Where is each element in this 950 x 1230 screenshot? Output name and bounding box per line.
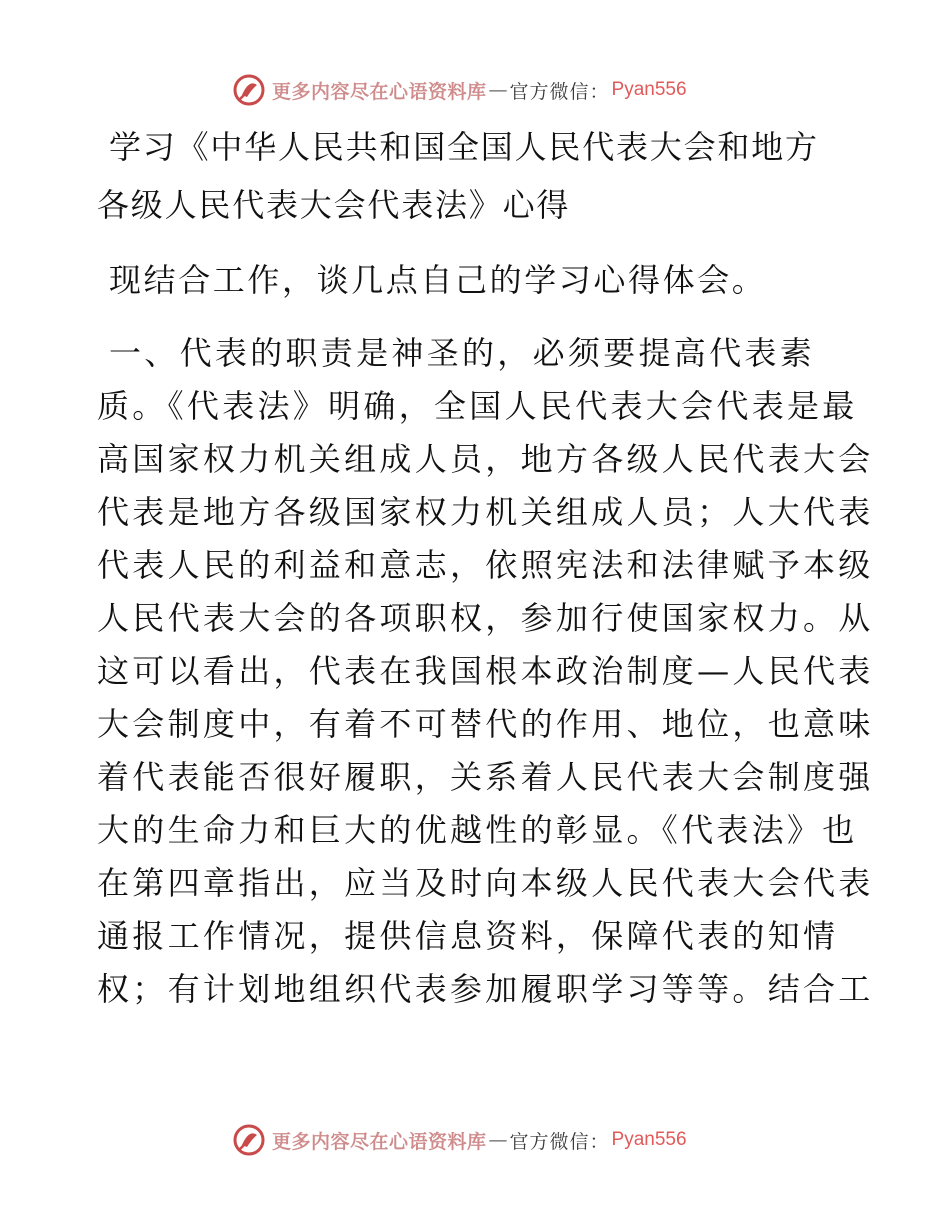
paragraph-line: 代表人民的利益和意志，依照宪法和法律赋予本级 bbox=[97, 546, 874, 584]
paragraph-line: 在第四章指出，应当及时向本级人民代表大会代表 bbox=[97, 864, 874, 902]
watermark-site-text: 更多内容尽在心语资料库 bbox=[272, 1130, 487, 1153]
logo-icon bbox=[232, 1123, 266, 1157]
intro-paragraph: 现结合工作，谈几点自己的学习心得体会。 bbox=[109, 261, 767, 299]
paragraph-line: 代表是地方各级国家权力机关组成人员；人大代表 bbox=[97, 493, 874, 531]
title-line: 各级人民代表大会代表法》心得 bbox=[97, 186, 571, 224]
paragraph-line: 通报工作情况，提供信息资料，保障代表的知情 bbox=[97, 917, 839, 955]
title-line: 学习《中华人民共和国全国人民代表大会和地方 bbox=[109, 128, 819, 166]
paragraph-line: 大的生命力和巨大的优越性的彰显。《代表法》也 bbox=[97, 811, 858, 849]
paragraph-line: 权；有计划地组织代表参加履职学习等等。结合工 bbox=[97, 970, 874, 1008]
paragraph-line: 一、代表的职责是神圣的，必须要提高代表素 bbox=[109, 334, 816, 372]
paragraph-line: 这可以看出，代表在我国根本政治制度—人民代表 bbox=[97, 652, 874, 690]
watermark-official-label: 官方微信： bbox=[509, 1130, 610, 1153]
watermark-separator: — bbox=[488, 79, 508, 101]
document-title bbox=[97, 118, 857, 234]
paragraph-line: 人民代表大会的各项职权，参加行使国家权力。从 bbox=[97, 599, 874, 637]
watermark-separator: — bbox=[488, 1129, 508, 1151]
logo-icon bbox=[232, 73, 266, 107]
header-watermark-banner bbox=[232, 72, 687, 108]
section-one-paragraph bbox=[97, 327, 874, 1016]
paragraph-line: 高国家权力机关组成人员，地方各级人民代表大会 bbox=[97, 440, 874, 478]
watermark-wechat-id: Pyan556 bbox=[611, 1129, 687, 1150]
paragraph-line: 着代表能否很好履职，关系着人民代表大会制度强 bbox=[97, 758, 874, 796]
watermark-official-label: 官方微信： bbox=[509, 80, 610, 103]
document-body bbox=[97, 118, 874, 1016]
footer-watermark-banner bbox=[232, 1122, 687, 1158]
watermark-site-text: 更多内容尽在心语资料库 bbox=[272, 80, 487, 103]
paragraph-line: 质。《代表法》明确，全国人民代表大会代表是最 bbox=[97, 387, 858, 425]
watermark-wechat-id: Pyan556 bbox=[611, 79, 687, 100]
paragraph-line: 大会制度中，有着不可替代的作用、地位，也意味 bbox=[97, 705, 874, 743]
